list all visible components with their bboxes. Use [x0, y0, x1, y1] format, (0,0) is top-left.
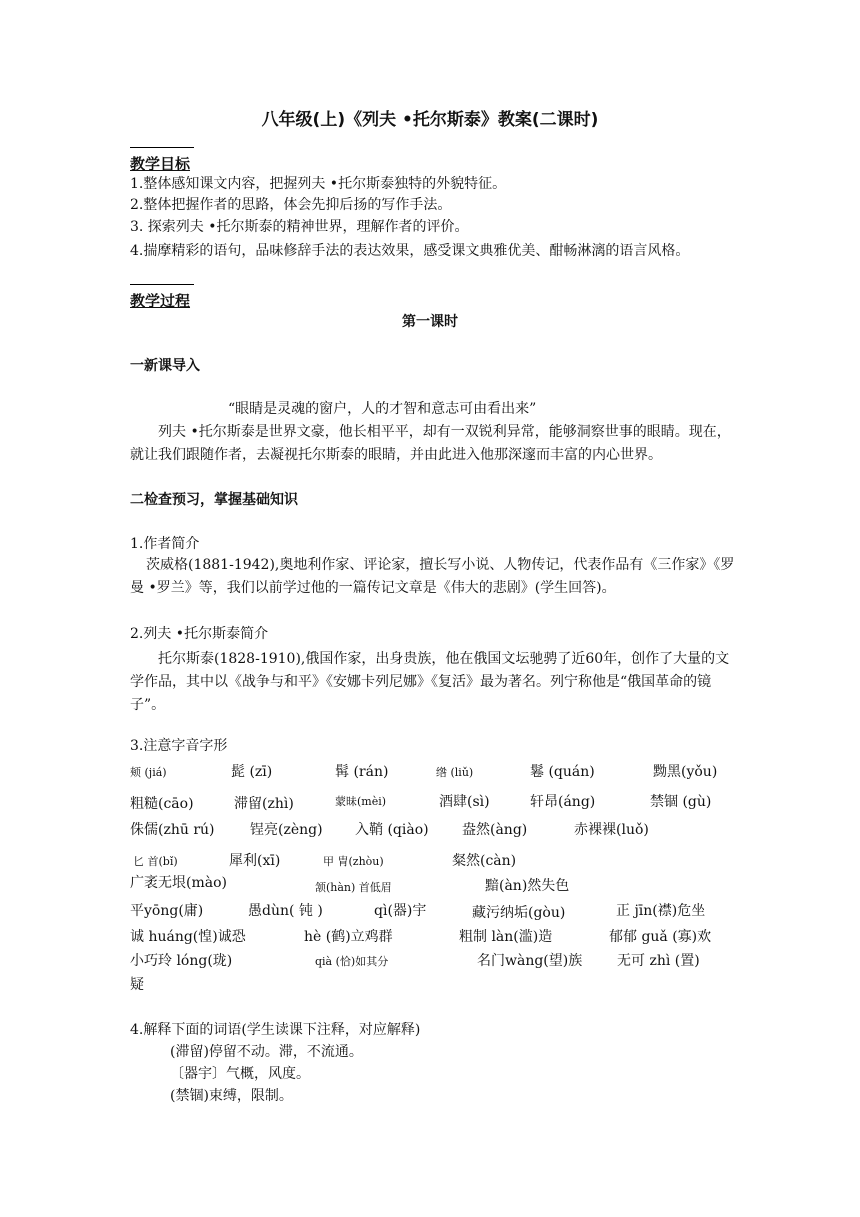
- word-item: 甲 胄(zhòu): [323, 855, 384, 868]
- word-item: 侏儒(zhū rú): [130, 822, 215, 838]
- intro-paragraph: 列夫 •托尔斯泰是世界文豪，他长相平平，却有一双锐利异常，能够洞察世事的眼睛。现在，就让我们跟随作者，去凝视托尔斯泰的眼睛，并由此进入他那深邃而丰富的内心世界。: [130, 424, 731, 463]
- word-item: 鬈 (quán): [530, 764, 595, 780]
- objective-item: 3. 探索列夫 •托尔斯泰的精神世界，理解作者的评价。: [130, 219, 469, 235]
- objective-item: 1.整体感知课文内容，把握列夫 •托尔斯泰独特的外貌特征。: [130, 176, 507, 192]
- word-item: 诚 huáng(惶)诚恐: [130, 929, 246, 945]
- word-item: 广袤无垠(mào): [130, 875, 227, 891]
- word-item: 郁郁 guǎ (寡)欢: [609, 929, 712, 945]
- word-item: 小巧玲 lóng(珑): [130, 953, 233, 969]
- objective-item: 2.整体把握作者的思路，体会先抑后扬的写作手法。: [130, 197, 452, 213]
- explain-title: 4.解释下面的词语(学生读课下注释，对应解释): [130, 1022, 421, 1038]
- word-item: 藏污纳垢(gòu): [472, 905, 566, 921]
- section-rule: [130, 284, 194, 285]
- word-item: 轩昂(áng): [530, 794, 596, 810]
- word-item: 黝黑(yǒu): [653, 764, 718, 780]
- preview-heading: 二检查预习，掌握基础知识: [130, 492, 298, 508]
- intro-quote: “眼睛是灵魂的窗户，人的才智和意志可由看出来”: [228, 401, 537, 417]
- word-item: 滞留(zhì): [234, 796, 294, 812]
- word-item: 疑: [130, 977, 144, 993]
- word-item: 蒙昧(mèi): [335, 795, 387, 808]
- intro-heading: 一新课导入: [130, 358, 200, 374]
- explain-item: (禁锢)束缚，限制。: [170, 1088, 293, 1104]
- word-item: 入鞘 (qiào): [355, 822, 429, 838]
- tolstoy-paragraph: 托尔斯泰(1828-1910),俄国作家，出身贵族，他在俄国文坛驰骋了近60年，创作了大量的文学作品，其中以《战争与和平》《安娜卡列尼娜》《复活》最为著名。列宁称他是“俄国革命的镜子”。: [130, 651, 730, 713]
- section-rule: [130, 147, 194, 148]
- word-item: 髯 (rán): [335, 764, 389, 780]
- word-item: 赤裸裸(luǒ): [574, 822, 649, 838]
- objective-item: 4.揣摩精彩的语句，品味修辞手法的表达效果，感受课文典雅优美、酣畅淋漓的语言风格。: [130, 243, 690, 259]
- word-item: 粗糙(cāo): [130, 796, 194, 812]
- word-item: 酒肆(sì): [439, 794, 490, 810]
- explain-item: 〔器宇〕气概，风度。: [170, 1066, 310, 1082]
- word-item: 平yōng(庸): [130, 903, 204, 919]
- word-item: 无可 zhì (置): [617, 953, 700, 969]
- word-item: 愚dùn( 钝 ): [248, 903, 323, 919]
- word-item: 黯(àn)然失色: [485, 878, 570, 894]
- word-item: 匕 首(bǐ): [133, 855, 178, 868]
- tolstoy-title: 2.列夫 •托尔斯泰简介: [130, 626, 269, 642]
- document-title: 八年级(上)《列夫 •托尔斯泰》教案(二课时): [261, 110, 599, 130]
- word-item: 犀利(xī): [229, 853, 281, 869]
- author-title: 1.作者简介: [130, 536, 200, 552]
- word-item: 粲然(càn): [452, 853, 517, 869]
- word-item: 名门wàng(望)族: [477, 953, 583, 969]
- word-item: 正 jīn(襟)危坐: [616, 903, 706, 919]
- word-item: qià (恰)如其分: [315, 955, 389, 968]
- lesson-title: 第一课时: [402, 314, 458, 330]
- objectives-heading: 教学目标: [130, 155, 191, 173]
- word-item: 粗制 làn(滥)造: [459, 929, 553, 945]
- word-item: 盎然(àng): [462, 822, 528, 838]
- word-item: 锃亮(zèng): [250, 822, 323, 838]
- word-item: 髭 (zī): [231, 764, 273, 780]
- word-item: 颔(hàn) 首低眉: [315, 881, 392, 894]
- explain-item: (滞留)停留不动。滞，不流通。: [170, 1044, 363, 1060]
- word-item: 颊 (jiá): [130, 766, 167, 779]
- words-title: 3.注意字音字形: [130, 738, 228, 754]
- word-item: 禁锢 (gù): [650, 794, 712, 810]
- word-item: qì(器)宇: [374, 903, 427, 919]
- author-paragraph: 茨威格(1881-1942),奥地利作家、评论家，擅长写小说、人物传记，代表作品有《三作家》《罗曼 •罗兰》等，我们以前学过他的一篇传记文章是《伟大的悲剧》(学生回答)。: [130, 557, 735, 596]
- word-item: 绺 (liǔ): [436, 766, 474, 779]
- process-heading: 教学过程: [130, 292, 191, 310]
- word-item: hè (鹤)立鸡群: [304, 929, 393, 945]
